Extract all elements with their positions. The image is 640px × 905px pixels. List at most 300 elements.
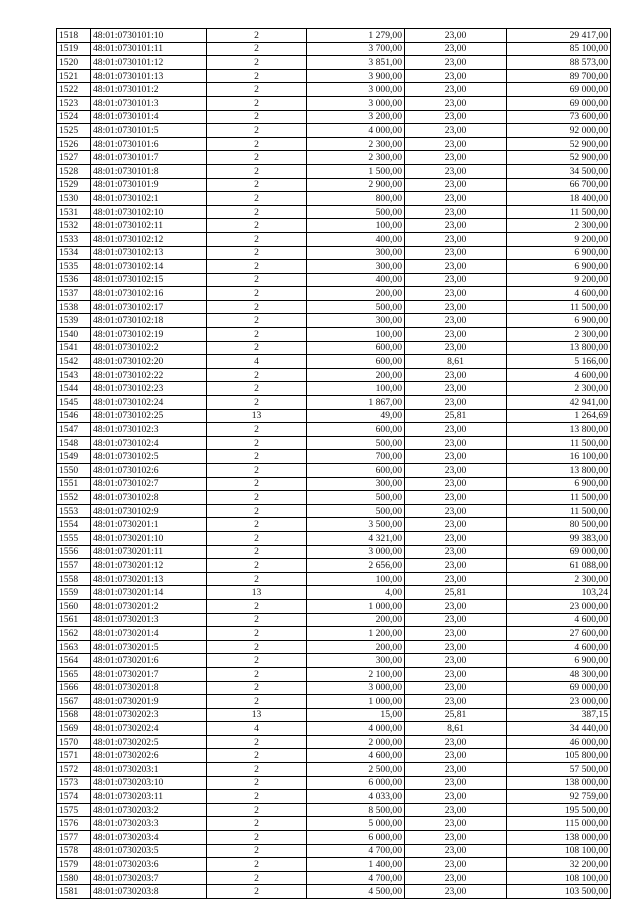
- category-cell: 2: [207, 83, 307, 97]
- row-number-cell: 1572: [57, 763, 91, 777]
- table-row: [57, 599, 611, 613]
- total-value-cell: 32 200,00: [507, 858, 611, 872]
- row-number-cell: 1555: [57, 531, 91, 545]
- table-row: [57, 613, 611, 627]
- area-cell: 300,00: [307, 246, 405, 260]
- table-row: [57, 260, 611, 274]
- cadastral-number-cell: 48:01:0730201:12: [91, 559, 207, 573]
- rate-cell: 23,00: [405, 803, 507, 817]
- table-row: [57, 110, 611, 124]
- cadastral-number-cell: 48:01:0730201:14: [91, 586, 207, 600]
- rate-cell: 23,00: [405, 96, 507, 110]
- rate-cell: 23,00: [405, 518, 507, 532]
- cadastral-number-cell: 48:01:0730102:1: [91, 192, 207, 206]
- table-row: [57, 518, 611, 532]
- category-cell: 2: [207, 178, 307, 192]
- category-cell: 2: [207, 599, 307, 613]
- cadastral-number-cell: 48:01:0730202:4: [91, 722, 207, 736]
- category-cell: 2: [207, 300, 307, 314]
- area-cell: 700,00: [307, 450, 405, 464]
- area-cell: 3 000,00: [307, 545, 405, 559]
- cadastral-number-cell: 48:01:0730102:5: [91, 450, 207, 464]
- row-number-cell: 1533: [57, 232, 91, 246]
- cadastral-number-cell: 48:01:0730102:14: [91, 260, 207, 274]
- category-cell: 2: [207, 885, 307, 899]
- cadastral-number-cell: 48:01:0730102:6: [91, 464, 207, 478]
- total-value-cell: 88 573,00: [507, 56, 611, 70]
- row-number-cell: 1526: [57, 137, 91, 151]
- category-cell: 2: [207, 735, 307, 749]
- table-row: [57, 831, 611, 845]
- area-cell: 1 000,00: [307, 599, 405, 613]
- total-value-cell: 6 900,00: [507, 477, 611, 491]
- total-value-cell: 115 000,00: [507, 817, 611, 831]
- total-value-cell: 11 500,00: [507, 436, 611, 450]
- cadastral-number-cell: 48:01:0730101:8: [91, 164, 207, 178]
- cadastral-number-cell: 48:01:0730102:2: [91, 341, 207, 355]
- rate-cell: 23,00: [405, 681, 507, 695]
- rate-cell: 23,00: [405, 314, 507, 328]
- rate-cell: 25,81: [405, 708, 507, 722]
- category-cell: 2: [207, 695, 307, 709]
- cadastral-number-cell: 48:01:0730101:7: [91, 151, 207, 165]
- category-cell: 2: [207, 56, 307, 70]
- total-value-cell: 34 500,00: [507, 164, 611, 178]
- table-row: [57, 396, 611, 410]
- rate-cell: 23,00: [405, 273, 507, 287]
- cadastral-number-cell: 48:01:0730202:5: [91, 735, 207, 749]
- cadastral-number-cell: 48:01:0730101:3: [91, 96, 207, 110]
- total-value-cell: 6 900,00: [507, 314, 611, 328]
- rate-cell: 23,00: [405, 382, 507, 396]
- total-value-cell: 69 000,00: [507, 681, 611, 695]
- category-cell: 2: [207, 572, 307, 586]
- row-number-cell: 1561: [57, 613, 91, 627]
- table-row: [57, 885, 611, 899]
- rate-cell: 23,00: [405, 613, 507, 627]
- category-cell: 2: [207, 314, 307, 328]
- category-cell: 2: [207, 749, 307, 763]
- rate-cell: 23,00: [405, 450, 507, 464]
- category-cell: 2: [207, 627, 307, 641]
- cadastral-number-cell: 48:01:0730203:8: [91, 885, 207, 899]
- table-row: [57, 776, 611, 790]
- area-cell: 3 000,00: [307, 83, 405, 97]
- rate-cell: 23,00: [405, 858, 507, 872]
- area-cell: 300,00: [307, 260, 405, 274]
- total-value-cell: 4 600,00: [507, 613, 611, 627]
- rate-cell: 23,00: [405, 776, 507, 790]
- total-value-cell: 34 440,00: [507, 722, 611, 736]
- category-cell: 2: [207, 205, 307, 219]
- cadastral-number-cell: 48:01:0730102:25: [91, 409, 207, 423]
- cadastral-number-cell: 48:01:0730102:9: [91, 504, 207, 518]
- row-number-cell: 1534: [57, 246, 91, 260]
- total-value-cell: 2 300,00: [507, 328, 611, 342]
- cadastral-number-cell: 48:01:0730102:15: [91, 273, 207, 287]
- total-value-cell: 27 600,00: [507, 627, 611, 641]
- rate-cell: 23,00: [405, 491, 507, 505]
- table-row: [57, 232, 611, 246]
- area-cell: 4 033,00: [307, 790, 405, 804]
- total-value-cell: 11 500,00: [507, 205, 611, 219]
- rate-cell: 23,00: [405, 831, 507, 845]
- row-number-cell: 1567: [57, 695, 91, 709]
- total-value-cell: 13 800,00: [507, 464, 611, 478]
- row-number-cell: 1523: [57, 96, 91, 110]
- row-number-cell: 1574: [57, 790, 91, 804]
- row-number-cell: 1532: [57, 219, 91, 233]
- total-value-cell: 89 700,00: [507, 69, 611, 83]
- table-row: [57, 871, 611, 885]
- table-row: [57, 287, 611, 301]
- total-value-cell: 11 500,00: [507, 504, 611, 518]
- category-cell: 2: [207, 803, 307, 817]
- area-cell: 2 300,00: [307, 151, 405, 165]
- total-value-cell: 73 600,00: [507, 110, 611, 124]
- total-value-cell: 23 000,00: [507, 599, 611, 613]
- cadastral-number-cell: 48:01:0730102:22: [91, 368, 207, 382]
- category-cell: 2: [207, 790, 307, 804]
- category-cell: 2: [207, 137, 307, 151]
- row-number-cell: 1557: [57, 559, 91, 573]
- table-row: [57, 164, 611, 178]
- cadastral-number-cell: 48:01:0730201:3: [91, 613, 207, 627]
- table-body: [57, 29, 611, 899]
- rate-cell: 23,00: [405, 871, 507, 885]
- area-cell: 3 900,00: [307, 69, 405, 83]
- cadastral-number-cell: 48:01:0730203:10: [91, 776, 207, 790]
- cadastral-number-cell: 48:01:0730102:11: [91, 219, 207, 233]
- table-row: [57, 627, 611, 641]
- cadastral-number-cell: 48:01:0730102:16: [91, 287, 207, 301]
- table-row: [57, 355, 611, 369]
- table-row: [57, 205, 611, 219]
- cadastral-number-cell: 48:01:0730201:6: [91, 654, 207, 668]
- area-cell: 300,00: [307, 654, 405, 668]
- area-cell: 1 500,00: [307, 164, 405, 178]
- cadastral-number-cell: 48:01:0730101:11: [91, 42, 207, 56]
- area-cell: 200,00: [307, 287, 405, 301]
- area-cell: 1 867,00: [307, 396, 405, 410]
- row-number-cell: 1578: [57, 844, 91, 858]
- total-value-cell: 138 000,00: [507, 831, 611, 845]
- row-number-cell: 1577: [57, 831, 91, 845]
- row-number-cell: 1568: [57, 708, 91, 722]
- total-value-cell: 99 383,00: [507, 531, 611, 545]
- rate-cell: 23,00: [405, 219, 507, 233]
- table-row: [57, 504, 611, 518]
- total-value-cell: 92 000,00: [507, 124, 611, 138]
- rate-cell: 23,00: [405, 29, 507, 43]
- area-cell: 6 000,00: [307, 831, 405, 845]
- row-number-cell: 1541: [57, 341, 91, 355]
- row-number-cell: 1556: [57, 545, 91, 559]
- category-cell: 2: [207, 518, 307, 532]
- table-row: [57, 368, 611, 382]
- table-row: [57, 464, 611, 478]
- rate-cell: 23,00: [405, 763, 507, 777]
- table-row: [57, 586, 611, 600]
- area-cell: 8 500,00: [307, 803, 405, 817]
- table-row: [57, 42, 611, 56]
- total-value-cell: 1 264,69: [507, 409, 611, 423]
- total-value-cell: 61 088,00: [507, 559, 611, 573]
- row-number-cell: 1573: [57, 776, 91, 790]
- area-cell: 49,00: [307, 409, 405, 423]
- total-value-cell: 2 300,00: [507, 572, 611, 586]
- total-value-cell: 18 400,00: [507, 192, 611, 206]
- category-cell: 13: [207, 708, 307, 722]
- category-cell: 2: [207, 151, 307, 165]
- total-value-cell: 13 800,00: [507, 423, 611, 437]
- table-row: [57, 491, 611, 505]
- total-value-cell: 92 759,00: [507, 790, 611, 804]
- area-cell: 4 000,00: [307, 722, 405, 736]
- cadastral-number-cell: 48:01:0730203:11: [91, 790, 207, 804]
- area-cell: 1 000,00: [307, 695, 405, 709]
- area-cell: 4 500,00: [307, 885, 405, 899]
- rate-cell: 23,00: [405, 164, 507, 178]
- table-row: [57, 681, 611, 695]
- area-cell: 2 000,00: [307, 735, 405, 749]
- table-row: [57, 722, 611, 736]
- category-cell: 2: [207, 232, 307, 246]
- rate-cell: 23,00: [405, 640, 507, 654]
- row-number-cell: 1570: [57, 735, 91, 749]
- table-row: [57, 640, 611, 654]
- area-cell: 600,00: [307, 355, 405, 369]
- area-cell: 4 600,00: [307, 749, 405, 763]
- table-row: [57, 844, 611, 858]
- total-value-cell: 80 500,00: [507, 518, 611, 532]
- category-cell: 2: [207, 287, 307, 301]
- table-row: [57, 423, 611, 437]
- area-cell: 3 851,00: [307, 56, 405, 70]
- rate-cell: 23,00: [405, 124, 507, 138]
- area-cell: 2 100,00: [307, 667, 405, 681]
- total-value-cell: 52 900,00: [507, 137, 611, 151]
- table-row: [57, 735, 611, 749]
- row-number-cell: 1571: [57, 749, 91, 763]
- area-cell: 5 000,00: [307, 817, 405, 831]
- rate-cell: 23,00: [405, 654, 507, 668]
- cadastral-number-cell: 48:01:0730101:6: [91, 137, 207, 151]
- table-row: [57, 654, 611, 668]
- row-number-cell: 1564: [57, 654, 91, 668]
- table-row: [57, 436, 611, 450]
- area-cell: 400,00: [307, 232, 405, 246]
- cadastral-number-cell: 48:01:0730203:3: [91, 817, 207, 831]
- area-cell: 200,00: [307, 640, 405, 654]
- row-number-cell: 1575: [57, 803, 91, 817]
- category-cell: 2: [207, 844, 307, 858]
- category-cell: 2: [207, 260, 307, 274]
- document-page: [56, 28, 610, 899]
- row-number-cell: 1518: [57, 29, 91, 43]
- rate-cell: 23,00: [405, 464, 507, 478]
- total-value-cell: 103 500,00: [507, 885, 611, 899]
- cadastral-number-cell: 48:01:0730203:1: [91, 763, 207, 777]
- table-row: [57, 219, 611, 233]
- table-row: [57, 178, 611, 192]
- cadastral-number-cell: 48:01:0730201:5: [91, 640, 207, 654]
- table-row: [57, 450, 611, 464]
- row-number-cell: 1527: [57, 151, 91, 165]
- rate-cell: 23,00: [405, 667, 507, 681]
- row-number-cell: 1569: [57, 722, 91, 736]
- total-value-cell: 9 200,00: [507, 232, 611, 246]
- row-number-cell: 1563: [57, 640, 91, 654]
- table-row: [57, 409, 611, 423]
- total-value-cell: 6 900,00: [507, 246, 611, 260]
- category-cell: 2: [207, 613, 307, 627]
- category-cell: 2: [207, 328, 307, 342]
- table-row: [57, 69, 611, 83]
- table-row: [57, 124, 611, 138]
- table-row: [57, 572, 611, 586]
- category-cell: 2: [207, 681, 307, 695]
- table-row: [57, 477, 611, 491]
- category-cell: 2: [207, 871, 307, 885]
- rate-cell: 23,00: [405, 42, 507, 56]
- cadastral-number-cell: 48:01:0730102:23: [91, 382, 207, 396]
- table-row: [57, 328, 611, 342]
- category-cell: 2: [207, 96, 307, 110]
- table-row: [57, 246, 611, 260]
- rate-cell: 23,00: [405, 844, 507, 858]
- row-number-cell: 1522: [57, 83, 91, 97]
- total-value-cell: 11 500,00: [507, 300, 611, 314]
- total-value-cell: 4 600,00: [507, 368, 611, 382]
- area-cell: 100,00: [307, 219, 405, 233]
- area-cell: 4 000,00: [307, 124, 405, 138]
- cadastral-number-cell: 48:01:0730102:7: [91, 477, 207, 491]
- category-cell: 2: [207, 831, 307, 845]
- total-value-cell: 23 000,00: [507, 695, 611, 709]
- total-value-cell: 11 500,00: [507, 491, 611, 505]
- area-cell: 200,00: [307, 368, 405, 382]
- row-number-cell: 1551: [57, 477, 91, 491]
- category-cell: 2: [207, 396, 307, 410]
- total-value-cell: 46 000,00: [507, 735, 611, 749]
- cadastral-number-cell: 48:01:0730201:13: [91, 572, 207, 586]
- cadastral-number-cell: 48:01:0730201:10: [91, 531, 207, 545]
- category-cell: 2: [207, 667, 307, 681]
- category-cell: 2: [207, 858, 307, 872]
- row-number-cell: 1531: [57, 205, 91, 219]
- rate-cell: 23,00: [405, 436, 507, 450]
- cadastral-number-cell: 48:01:0730101:5: [91, 124, 207, 138]
- cadastral-number-cell: 48:01:0730102:20: [91, 355, 207, 369]
- rate-cell: 23,00: [405, 192, 507, 206]
- table-row: [57, 858, 611, 872]
- category-cell: 2: [207, 42, 307, 56]
- cadastral-number-cell: 48:01:0730102:24: [91, 396, 207, 410]
- row-number-cell: 1560: [57, 599, 91, 613]
- cadastral-number-cell: 48:01:0730203:6: [91, 858, 207, 872]
- row-number-cell: 1528: [57, 164, 91, 178]
- total-value-cell: 13 800,00: [507, 341, 611, 355]
- table-row: [57, 531, 611, 545]
- total-value-cell: 5 166,00: [507, 355, 611, 369]
- cadastral-number-cell: 48:01:0730102:19: [91, 328, 207, 342]
- row-number-cell: 1558: [57, 572, 91, 586]
- row-number-cell: 1529: [57, 178, 91, 192]
- category-cell: 2: [207, 124, 307, 138]
- rate-cell: 23,00: [405, 110, 507, 124]
- cadastral-number-cell: 48:01:0730102:10: [91, 205, 207, 219]
- area-cell: 2 900,00: [307, 178, 405, 192]
- cadastral-number-cell: 48:01:0730101:12: [91, 56, 207, 70]
- rate-cell: 23,00: [405, 749, 507, 763]
- row-number-cell: 1542: [57, 355, 91, 369]
- row-number-cell: 1545: [57, 396, 91, 410]
- rate-cell: 23,00: [405, 559, 507, 573]
- area-cell: 3 000,00: [307, 681, 405, 695]
- area-cell: 500,00: [307, 504, 405, 518]
- category-cell: 2: [207, 640, 307, 654]
- area-cell: 1 400,00: [307, 858, 405, 872]
- cadastral-number-cell: 48:01:0730101:2: [91, 83, 207, 97]
- rate-cell: 23,00: [405, 545, 507, 559]
- category-cell: 2: [207, 110, 307, 124]
- area-cell: 200,00: [307, 613, 405, 627]
- table-row: [57, 137, 611, 151]
- table-row: [57, 29, 611, 43]
- category-cell: 2: [207, 219, 307, 233]
- area-cell: 600,00: [307, 341, 405, 355]
- row-number-cell: 1579: [57, 858, 91, 872]
- rate-cell: 23,00: [405, 396, 507, 410]
- cadastral-number-cell: 48:01:0730202:6: [91, 749, 207, 763]
- area-cell: 4,00: [307, 586, 405, 600]
- row-number-cell: 1565: [57, 667, 91, 681]
- category-cell: 2: [207, 192, 307, 206]
- cadastral-number-cell: 48:01:0730201:11: [91, 545, 207, 559]
- cadastral-number-cell: 48:01:0730201:8: [91, 681, 207, 695]
- area-cell: 2 500,00: [307, 763, 405, 777]
- total-value-cell: 66 700,00: [507, 178, 611, 192]
- rate-cell: 23,00: [405, 341, 507, 355]
- category-cell: 4: [207, 722, 307, 736]
- rate-cell: 23,00: [405, 137, 507, 151]
- area-cell: 3 500,00: [307, 518, 405, 532]
- total-value-cell: 195 500,00: [507, 803, 611, 817]
- cadastral-number-cell: 48:01:0730203:2: [91, 803, 207, 817]
- category-cell: 2: [207, 368, 307, 382]
- total-value-cell: 57 500,00: [507, 763, 611, 777]
- table-row: [57, 300, 611, 314]
- row-number-cell: 1550: [57, 464, 91, 478]
- table-row: [57, 83, 611, 97]
- total-value-cell: 6 900,00: [507, 654, 611, 668]
- area-cell: 800,00: [307, 192, 405, 206]
- total-value-cell: 69 000,00: [507, 545, 611, 559]
- rate-cell: 23,00: [405, 627, 507, 641]
- total-value-cell: 42 941,00: [507, 396, 611, 410]
- area-cell: 300,00: [307, 314, 405, 328]
- total-value-cell: 108 100,00: [507, 871, 611, 885]
- category-cell: 2: [207, 29, 307, 43]
- area-cell: 500,00: [307, 205, 405, 219]
- row-number-cell: 1530: [57, 192, 91, 206]
- category-cell: 2: [207, 559, 307, 573]
- table-row: [57, 803, 611, 817]
- cadastral-number-cell: 48:01:0730101:10: [91, 29, 207, 43]
- total-value-cell: 387,15: [507, 708, 611, 722]
- area-cell: 400,00: [307, 273, 405, 287]
